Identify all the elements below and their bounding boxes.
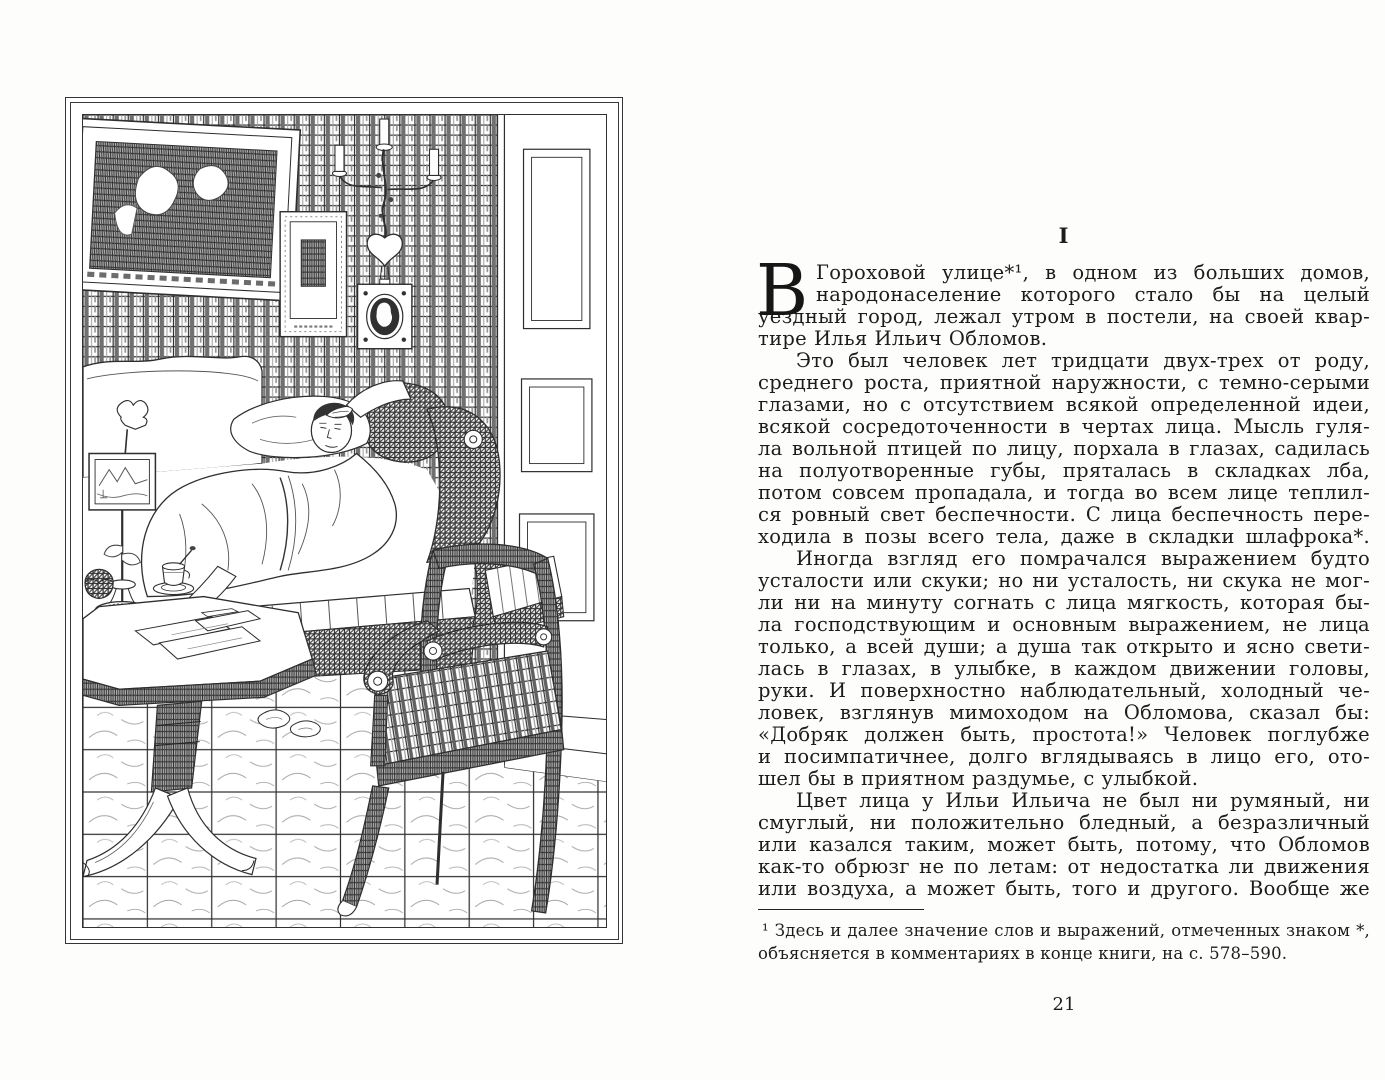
illustration-plate (65, 97, 623, 944)
text-line: или казался таким, может быть, потому, что Обломов (758, 833, 1370, 856)
paragraph-4 (758, 790, 1370, 900)
text-line: тире Илья Ильич Обломов. (758, 327, 1048, 350)
text-line: ся ровный свет беспечности. С лица беспечность пере- (758, 503, 1370, 526)
text-line: уездный город, лежал утром в постели, на своей квар- (758, 305, 1370, 328)
drop-cap: В (756, 249, 809, 332)
text-line: потом совсем пропадала, и тогда во всем лице теплил- (758, 481, 1370, 504)
text-line: народонаселение которого стало бы на целый (816, 283, 1370, 306)
text-line: Гороховой улице*¹, в одном из больших домов, (816, 261, 1370, 284)
footnote-divider (758, 909, 924, 910)
paragraph-1 (756, 249, 1370, 350)
text-line: всякой сосредоточенности в чертах лица. Мысль гуля- (758, 415, 1370, 438)
text-line: Иногда взгляд его помрачался выражением будто (796, 547, 1370, 570)
text-line: усталости или скуки; но ни усталость, ни скука не мог- (758, 569, 1370, 592)
text-line: ловек, взглянув мимоходом на Обломова, сказал бы: (758, 701, 1370, 724)
text-line: Это был человек лет тридцати двух-трех от роду, (796, 349, 1370, 372)
cameo-plaque (357, 279, 411, 349)
page-text-column (758, 224, 1370, 965)
illustration-area (82, 114, 607, 928)
footnote-line: ¹ Здесь и далее значение слов и выражений, отмеченных знаком *, (762, 921, 1370, 940)
room-illustration (83, 115, 606, 927)
footnote-line: объясняется в комментариях в конце книги, на с. 578–590. (758, 944, 1288, 963)
text-line: и посимпатичнее, долго вглядываясь в лицо его, ото- (758, 745, 1370, 768)
text-line: как-то обрюзг не по летам: от недостатка ли движения (758, 855, 1370, 878)
paragraph-3 (758, 548, 1370, 790)
page-number: 21 (1052, 994, 1076, 1015)
plate-inner-frame (70, 102, 619, 940)
text-line: шел бы в приятном раздумье, с улыбкой. (758, 767, 1199, 790)
small-picture-frame (280, 211, 346, 336)
paragraph-2 (758, 350, 1370, 548)
text-line: «Добряк должен быть, простота!» Человек поглубже (758, 723, 1370, 746)
text-line: руки. И поверхностно наблюдательный, холодный че- (758, 679, 1370, 702)
framed-painting (83, 118, 300, 301)
text-line: ла вольной птицей по лицу, порхала в глазах, садилась (758, 437, 1370, 460)
text-line: ла господствующим и основным выражением, не лица (758, 613, 1370, 636)
text-line: или воздуха, а может быть, того и другого. Вообще же (758, 877, 1370, 900)
text-line: среднего роста, приятной наружности, с темно-серыми (758, 371, 1370, 394)
text-line: на полуотворенные губы, пряталась в складках лба, (758, 459, 1370, 482)
text-line: Цвет лица у Ильи Ильича не был ни румяный, ни (796, 789, 1370, 812)
chapter-heading: I (1058, 223, 1070, 248)
inkwell (85, 569, 113, 598)
footnote (758, 919, 1370, 965)
text-line: лась в глазах, в улыбке, в каждом движении головы, (758, 657, 1370, 680)
text-line: глазами, но с отсутствием всякой определенной идеи, (758, 393, 1370, 416)
text-line: только, а всей души; а душа так открыто и ясно свети- (758, 635, 1370, 658)
text-line: смуглый, ни положительно бледный, а безразличный (758, 811, 1370, 834)
text-line: ходила в позы всего тела, даже в складки шлафрока*. (758, 525, 1370, 548)
text-line: ли ни на минуту согнать с лица мягкость, которая бы- (758, 591, 1370, 614)
